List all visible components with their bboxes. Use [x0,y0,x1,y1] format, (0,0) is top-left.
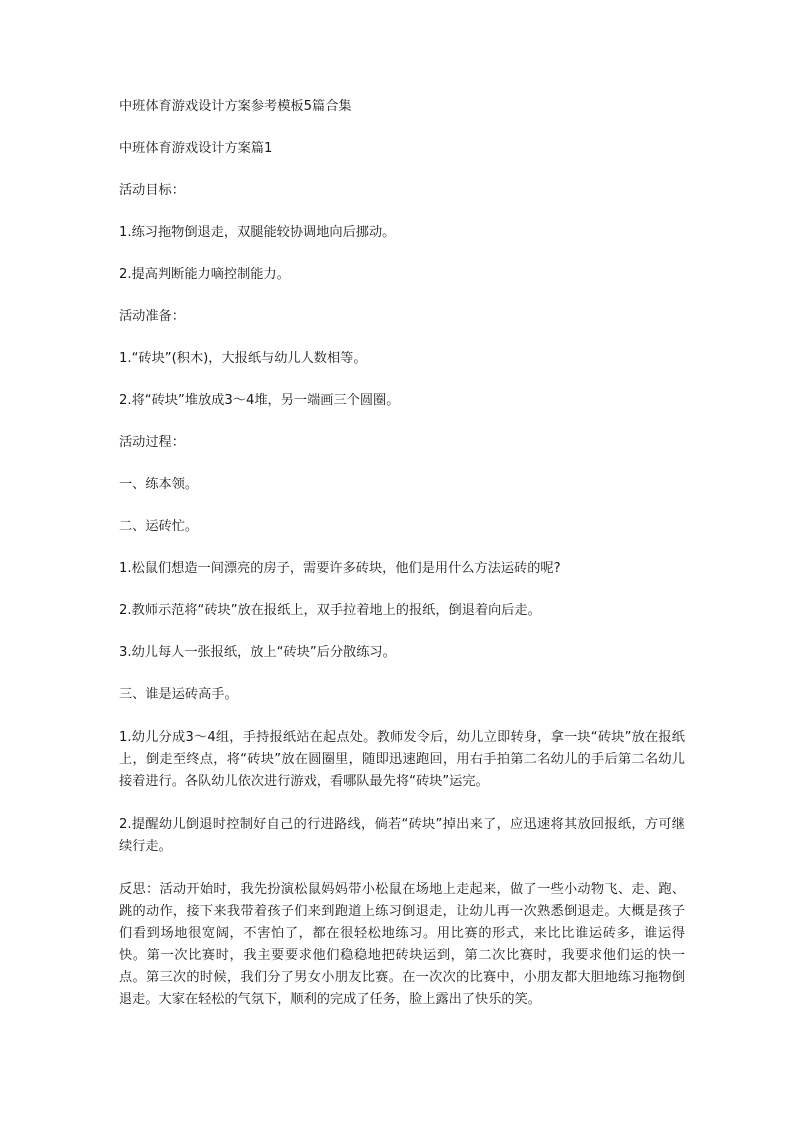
step-heading: 一、练本领。 [119,477,199,492]
step-heading: 三、谁是运砖高手。 [119,687,238,702]
process-heading: 活动过程： [119,435,185,450]
section-title: 中班体育游戏设计方案篇1 [119,141,273,156]
goal-item: 2.提高判断能力嘀控制能力。 [119,267,290,282]
step-item: 2.提醒幼儿倒退时控制好自己的行进路线，倘若“砖块”掉出来了，应迅速将其放回报纸，方可继续行走。 [119,817,685,854]
prep-item: 1.“砖块”(积木)，大报纸与幼儿人数相等。 [119,351,367,366]
prep-heading: 活动准备： [119,309,185,324]
document-body [119,97,685,1011]
goals-heading: 活动目标： [119,183,185,198]
step-item: 2.教师示范将“砖块”放在报纸上，双手拉着地上的报纸，倒退着向后走。 [119,603,541,618]
prep-item: 2.将“砖块”堆放成3～4堆，另一端画三个圆圈。 [119,393,400,408]
step-item: 3.幼儿每人一张报纸，放上“砖块”后分散练习。 [119,645,396,660]
document-title: 中班体育游戏设计方案参考模板5篇合集 [119,99,352,114]
step-item: 1.幼儿分成3～4组，手持报纸站在起点处。教师发令后，幼儿立即转身，拿一块“砖块”放在报纸上，倒走至终点，将“砖块”放在圆圈里，随即迅速跑回，用右手拍第二名幼儿的手后第二名幼儿接着进行。各队幼儿依次进行游戏，看哪队最先将“砖块”运完。 [119,730,685,789]
step-item: 1.松鼠们想造一间漂亮的房子，需要许多砖块，他们是用什么方法运砖的呢? [119,561,561,576]
reflection-paragraph: 反思：活动开始时，我先扮演松鼠妈妈带小松鼠在场地上走起来，做了一些小动物飞、走、跑、跳的动作，接下来我带着孩子们来到跑道上练习倒退走，让幼儿再一次熟悉倒退走。大概是孩子们看到场地很宽阔，不害怕了，都在很轻松地练习。用比赛的形式，来比比谁运砖多，谁运得快。第一次比赛时，我主要要求他们稳稳地把砖块运到，第二次比赛时，我要求他们运的快一点。第三次的时候，我们分了男女小朋友比赛。在一次次的比赛中，小朋友都大胆地练习拖物倒退走。大家在轻松的气氛下，顺利的完成了任务，脸上露出了快乐的笑。 [119,882,685,1007]
goal-item: 1.练习拖物倒退走，双腿能较协调地向后挪动。 [119,225,396,240]
step-heading: 二、运砖忙。 [119,519,199,534]
